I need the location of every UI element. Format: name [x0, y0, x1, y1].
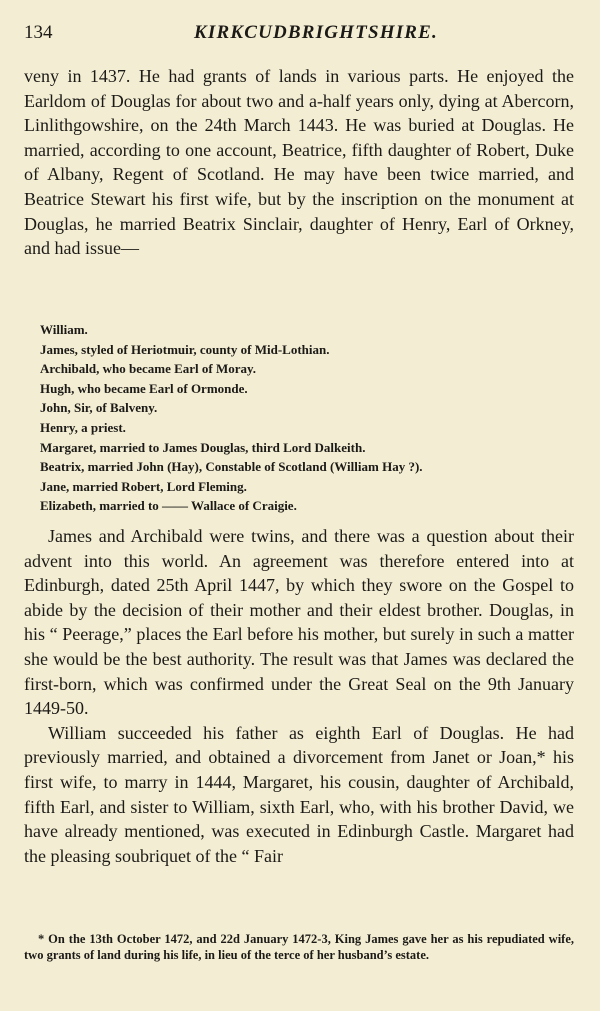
opening-paragraph-block [24, 64, 574, 261]
list-item: Henry, a priest. [40, 419, 126, 435]
list-item: Archibald, who became Earl of Moray. [40, 361, 257, 377]
list-item: William. [40, 322, 88, 337]
william-paragraph: William succeeded his father as eighth Earl of Douglas. He had previously married, and obtained a divorcement from Janet or Joan,* his first wife, to marry in 1444, Margaret, his cousin, daughter of Archibald, fifth Earl, and sister to William, sixth Earl, who, with his brother David, we have already mentioned, was executed in Edinburgh Castle. Margaret had the pleasing soubriquet of the “ Fair [24, 722, 574, 866]
main-text-block [24, 524, 574, 868]
twins-paragraph: James and Archibald were twins, and there was a question about their advent into this world. An agreement was therefore entered into at Edinburgh, dated 25th April 1447, by which they swore on the Gospel to abide by the decision of their mother and their eldest brother. Douglas, in his “ Peerage,” places the Earl before his mother, but surely in such a matter she would be the best authority. The result was that James was declared the first-born, which was confirmed under the Great Seal on the 9th January 1449-50. [24, 526, 574, 719]
list-item: Beatrix, married John (Hay), Constable of Scotland (William Hay ?). [40, 459, 423, 475]
list-item: Hugh, who became Earl of Ormonde. [40, 380, 248, 396]
footnote: * On the 13th October 1472, and 22d January 1472-3, King James gave her as his repudiated wife, two grants of land during his life, in lieu of the terce of her husband’s estate. [24, 931, 574, 962]
page-number: 134 [24, 22, 53, 43]
issue-list [40, 320, 570, 516]
running-title: KIRKCUDBRIGHTSHIRE. [193, 22, 438, 43]
opening-paragraph: veny in 1437. He had grants of lands in various parts. He enjoyed the Earldom of Douglas for about two and a-half years only, dying at Abercorn, Linlithgowshire, on the 24th March 1443. He was buried at Douglas. He married, according to one account, Beatrice, fifth daughter of Robert, Duke of Albany, Regent of Scotland. He may have been twice married, and Beatrice Stewart his first wife, but by the inscription on the monument at Douglas, he married Beatrix Sinclair, daughter of Henry, Earl of Orkney, and had issue— [24, 66, 574, 259]
list-item: John, Sir, of Balveny. [40, 400, 158, 416]
list-item: Elizabeth, married to —— Wallace of Craigie. [40, 498, 297, 514]
list-item: Margaret, married to James Douglas, third Lord Dalkeith. [40, 439, 366, 455]
list-item: James, styled of Heriotmuir, county of Mid-Lothian. [40, 341, 330, 357]
list-item: Jane, married Robert, Lord Fleming. [40, 478, 247, 494]
